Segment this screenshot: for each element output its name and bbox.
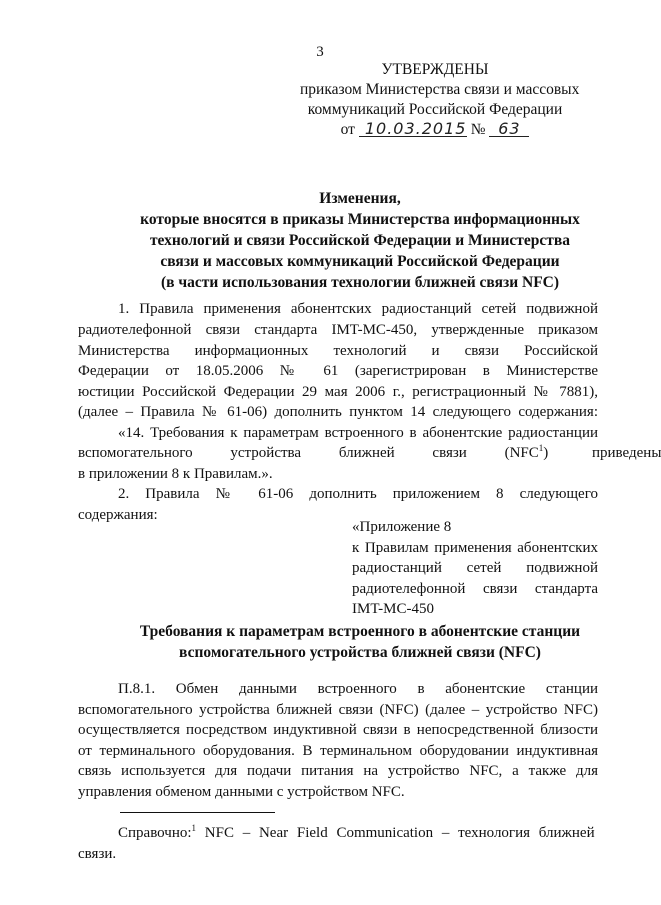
approval-line-1: приказом Министерства связи и массовых [300, 81, 580, 98]
footnote-text: NFC – Near Field Communication – технология ближней [196, 825, 595, 841]
item2-line-1: 2. Правила № 61-06 дополнить приложением 8 следующего [118, 486, 598, 502]
para-line-6: управления обменом данными с устройством NFC. [78, 784, 405, 800]
title-line-3: технологий и связи Российской Федерации и Министерства [149, 232, 571, 249]
approval-date-line [300, 120, 570, 140]
approval-line-2: коммуникаций Российской Федерации [307, 101, 563, 118]
para-line-5: связь используется для подачи питания на устройство NFC, а также для [78, 763, 598, 779]
footnote-number: 1 [191, 823, 197, 833]
item2-line-2: содержания: [78, 507, 158, 523]
title-line-1: Изменения, [319, 190, 401, 207]
para-line-2: вспомогательного устройства ближней связи (NFC) (далее – устройство NFC) [78, 702, 598, 718]
approval-block [300, 60, 580, 140]
item1-line-1: 1. Правила применения абонентских радиостанций сетей подвижной [118, 301, 598, 317]
section-title-line-1: Требования к параметрам встроенного в абонентские станции [139, 623, 581, 640]
title-line-4: связи и массовых коммуникаций Российской Федерации [160, 253, 560, 270]
section-title [80, 621, 640, 663]
para-line-3: осуществляется посредством индуктивной связи в непосредственной близости [78, 722, 598, 738]
item1-line-8 [78, 443, 661, 464]
item1-line-7: «14. Требования к параметрам встроенного в абонентские радиостанции [118, 425, 598, 441]
footnote-line-2: связи. [78, 846, 117, 862]
footnote-ref: 1 [538, 443, 544, 453]
item1-line-2: радиотелефонной связи стандарта IMT-MC-450, утвержденные приказом [78, 322, 598, 338]
approval-title: УТВЕРЖДЕНЫ [381, 61, 489, 78]
para-line-4: от терминального оборудования. В терминальном оборудовании индуктивная [78, 743, 598, 759]
item1-line-5: юстиции Российской Федерации 29 мая 2006 г., регистрационный № 7881), [78, 384, 598, 400]
title-line-5: (в части использования технологии ближней связи NFC) [160, 274, 560, 291]
appendix-line-5: IMT-MC-450 [352, 601, 434, 617]
number-prefix: № [470, 121, 486, 138]
appendix-line-3: радиостанций сетей подвижной [352, 560, 598, 576]
item1-line-8-text: вспомогательного устройства ближней связи (NFC [78, 445, 539, 461]
para-line-1: П.8.1. Обмен данными встроенного в абонентские станции [118, 681, 598, 697]
item1-line-9: в приложении 8 к Правилам.». [78, 466, 273, 482]
document-title [80, 188, 640, 293]
handwritten-date: 10.03.2015 [359, 122, 467, 137]
title-line-2: которые вносятся в приказы Министерства информационных [140, 211, 580, 228]
footnote-line-1 [118, 823, 598, 844]
footnote-label: Справочно: [118, 825, 192, 841]
item1-line-4: Федерации от 18.05.2006 № 61 (зарегистрирован в Министерстве [78, 363, 598, 379]
item1-line-6: (далее – Правила № 61-06) дополнить пунктом 14 следующего содержания: [78, 404, 598, 420]
item1-line-3: Министерства информационных технологий и связи Российской [78, 343, 598, 359]
appendix-line-1: «Приложение 8 [352, 519, 452, 535]
section-title-line-2: вспомогательного устройства ближней связи (NFC) [179, 644, 541, 661]
footnote-separator [120, 812, 275, 813]
date-prefix: от [340, 121, 355, 138]
handwritten-number: 63 [489, 122, 529, 137]
page-number: 3 [316, 44, 324, 60]
appendix-line-2: к Правилам применения абонентских [352, 539, 598, 556]
appendix-line-4: радиотелефонной связи стандарта [352, 580, 598, 597]
item1-line-8-tail: ) приведены [543, 445, 661, 461]
appendix-block [352, 517, 598, 620]
